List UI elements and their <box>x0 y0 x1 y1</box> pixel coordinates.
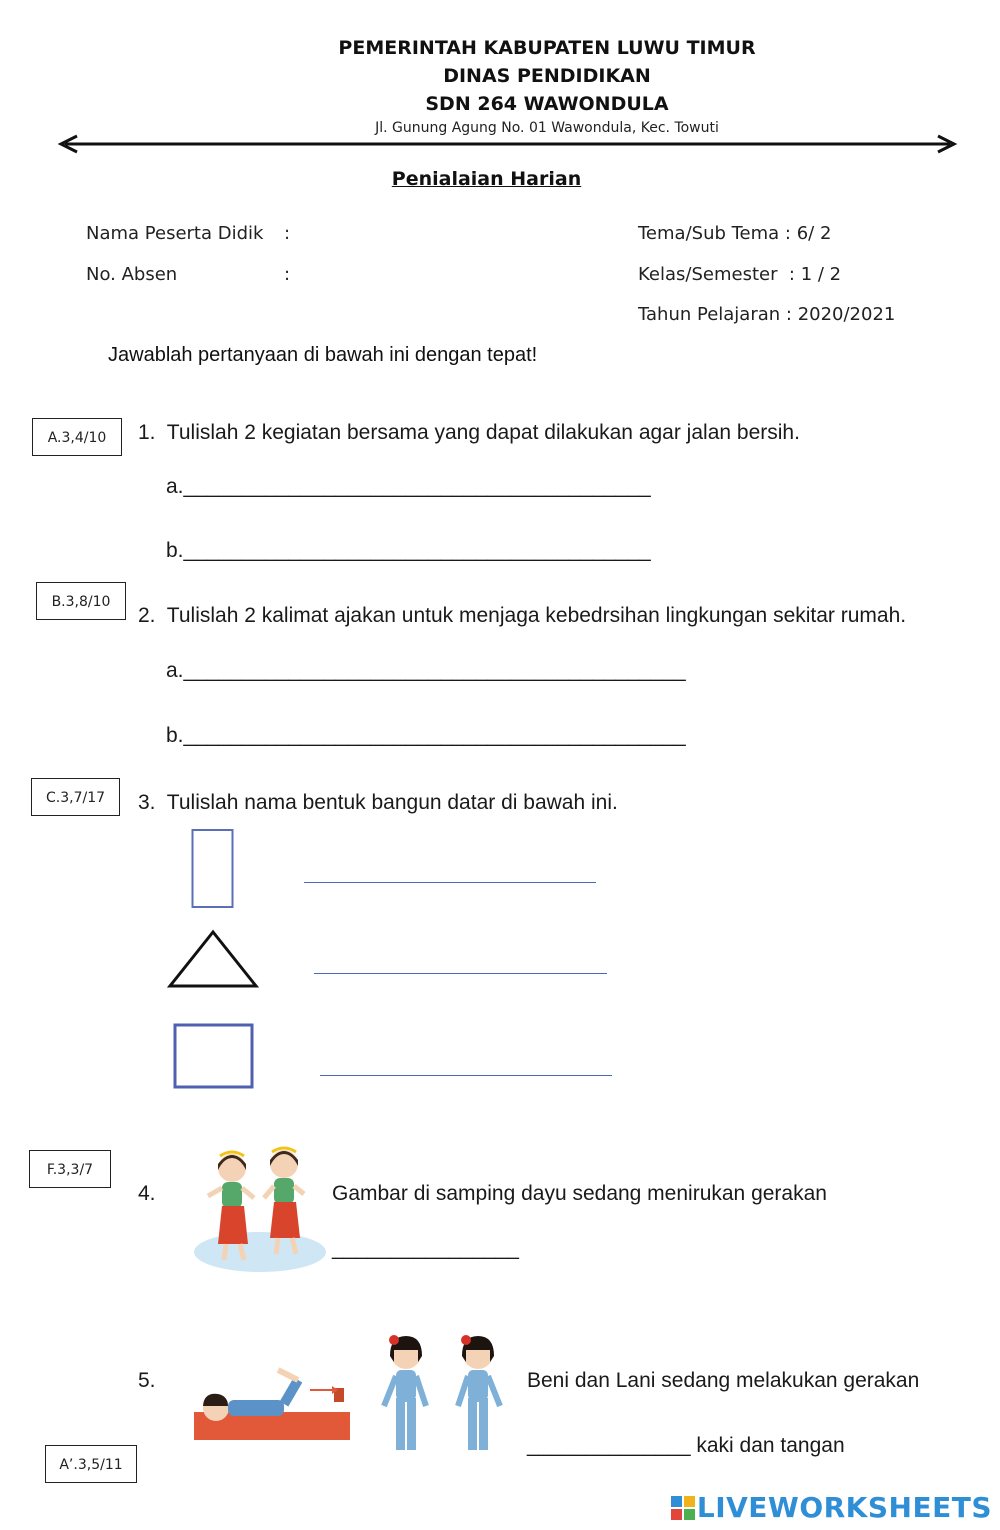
brand-text: LIVEWORKSHEETS <box>696 1491 992 1524</box>
question-1-text: 1. Tulislah 2 kegiatan bersama yang dapat dilakukan agar jalan bersih. <box>138 421 800 444</box>
question-4-text: Gambar di samping dayu sedang menirukan gerakan <box>332 1182 827 1205</box>
question-5-number: 5. <box>138 1369 156 1392</box>
answer-5[interactable] <box>527 1434 845 1458</box>
exercise-standing-illustration <box>368 1330 518 1462</box>
answer-3a[interactable] <box>304 882 596 883</box>
question-5-text: Beni dan Lani sedang melakukan gerakan <box>527 1369 920 1392</box>
question-code: A.3,4/10 <box>32 418 122 456</box>
question-4-number: 4. <box>138 1182 156 1205</box>
answer-3b[interactable] <box>314 973 607 974</box>
question-2-text: 2. Tulislah 2 kalimat ajakan untuk menjaga kebedrsihan lingkungan sekitar rumah. <box>138 604 907 627</box>
answer-2a[interactable]: a.___________________________________________ <box>166 659 686 682</box>
instruction: Jawablah pertanyaan di bawah ini dengan tepat! <box>108 344 538 366</box>
question-code: B.3,8/10 <box>36 582 126 620</box>
page-title: Penialaian Harian <box>391 168 582 190</box>
absen-colon: : <box>284 264 291 285</box>
tema-label: Tema/Sub Tema : 6/ 2 <box>638 223 832 244</box>
header-line-1: PEMERINTAH KABUPATEN LUWU TIMUR <box>338 37 756 59</box>
answer-5-tail: kaki dan tangan <box>690 1434 845 1457</box>
question-3-text: 3. Tulislah nama bentuk bangun datar di bawah ini. <box>138 791 618 814</box>
square-icon <box>172 1022 256 1090</box>
header-divider-arrow <box>55 134 960 154</box>
answer-1a[interactable]: a.________________________________________ <box>166 475 651 498</box>
tahun-label: Tahun Pelajaran : 2020/2021 <box>638 304 896 325</box>
answer-3c[interactable] <box>320 1075 612 1076</box>
kelas-label: Kelas/Semester : 1 / 2 <box>638 264 842 285</box>
rectangle-icon <box>190 828 236 910</box>
question-code: F.3,3/7 <box>29 1150 111 1188</box>
question-code: A’.3,5/11 <box>45 1445 137 1483</box>
answer-1b[interactable]: b.________________________________________ <box>166 539 651 562</box>
question-code: C.3,7/17 <box>31 778 120 816</box>
absen-label: No. Absen <box>86 264 178 285</box>
header-line-3: SDN 264 WAWONDULA <box>425 93 669 115</box>
dancing-girls-illustration <box>192 1140 328 1274</box>
answer-2b[interactable]: b.___________________________________________ <box>166 724 686 747</box>
exercise-lying-illustration <box>192 1360 352 1444</box>
name-colon: : <box>284 223 291 244</box>
header-address: Jl. Gunung Agung No. 01 Wawondula, Kec. Towuti <box>375 120 719 136</box>
triangle-icon <box>166 928 260 990</box>
header-line-2: DINAS PENDIDIKAN <box>443 65 651 87</box>
liveworksheets-brand <box>671 1491 992 1524</box>
answer-4[interactable]: ________________ <box>332 1237 519 1260</box>
name-label: Nama Peserta Didik <box>86 223 264 244</box>
answer-5-blank[interactable]: ______________ <box>527 1434 691 1457</box>
liveworksheets-logo-icon <box>671 1496 695 1520</box>
